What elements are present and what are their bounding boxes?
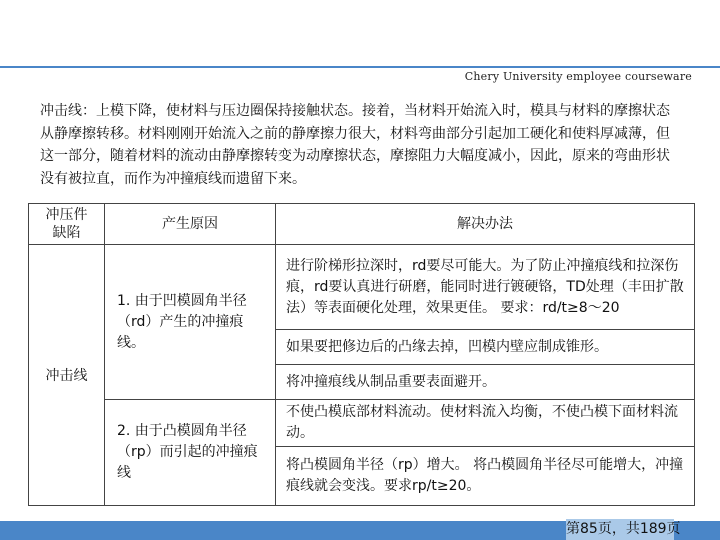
header-solution: 解决办法 — [276, 204, 695, 245]
solution-cell: 如果要把修边后的凸缘去掉，凹模内壁应制成锥形。 — [276, 330, 695, 365]
header-defect-line2: 缺陷 — [52, 225, 81, 241]
defect-name: 冲击线 — [29, 245, 105, 506]
header-divider — [0, 66, 720, 68]
header-defect-line1: 冲压件 — [45, 207, 88, 223]
solution-cell: 进行阶梯形拉深时，rd要尽可能大。为了防止冲撞痕线和拉深伤痕，rd要认真进行研磨，能同时进行镀硬铬，TD处理（丰田扩散法）等表面硬化处理，效果更佳。 要求：rd/t≥8～20 — [276, 245, 695, 330]
cause-cell: 1. 由于凹模圆角半径（rd）产生的冲撞痕线。 — [105, 245, 276, 400]
page-number: 第85页，共189页 — [566, 519, 674, 540]
intro-paragraph: 冲击线：上模下降，使材料与压边圈保持接触状态。接着，当材料开始流入时，模具与材料的摩擦状态从静摩擦转移。材料刚刚开始流入之前的静摩擦力很大，材料弯曲部分引起加工硬化和使料厚减薄，但这一部分，随着材料的流动由静摩擦转变为动摩擦状态，摩擦阻力大幅度减小，因此，原来的弯曲形状没有被拉直，而作为冲撞痕线而遗留下来。 — [40, 103, 670, 187]
solution-cell: 不使凸模底部材料流动。使材料流入均衡，不使凸模下面材料流动。 — [276, 400, 695, 447]
courseware-label: Chery University employee courseware — [464, 70, 692, 83]
table-header-row — [29, 204, 695, 245]
table-row — [29, 245, 695, 330]
header-cause: 产生原因 — [105, 204, 276, 245]
table-row — [29, 400, 695, 447]
solution-cell: 将凸模圆角半径（rp）增大。 将凸模圆角半径尽可能增大，冲撞痕线就会变浅。要求rp/t≥20。 — [276, 447, 695, 506]
defect-table — [28, 203, 695, 506]
solution-cell: 将冲撞痕线从制品重要表面避开。 — [276, 365, 695, 400]
header-defect — [29, 204, 105, 245]
cause-cell: 2. 由于凸模圆角半径（rp）而引起的冲撞痕线 — [105, 400, 276, 506]
